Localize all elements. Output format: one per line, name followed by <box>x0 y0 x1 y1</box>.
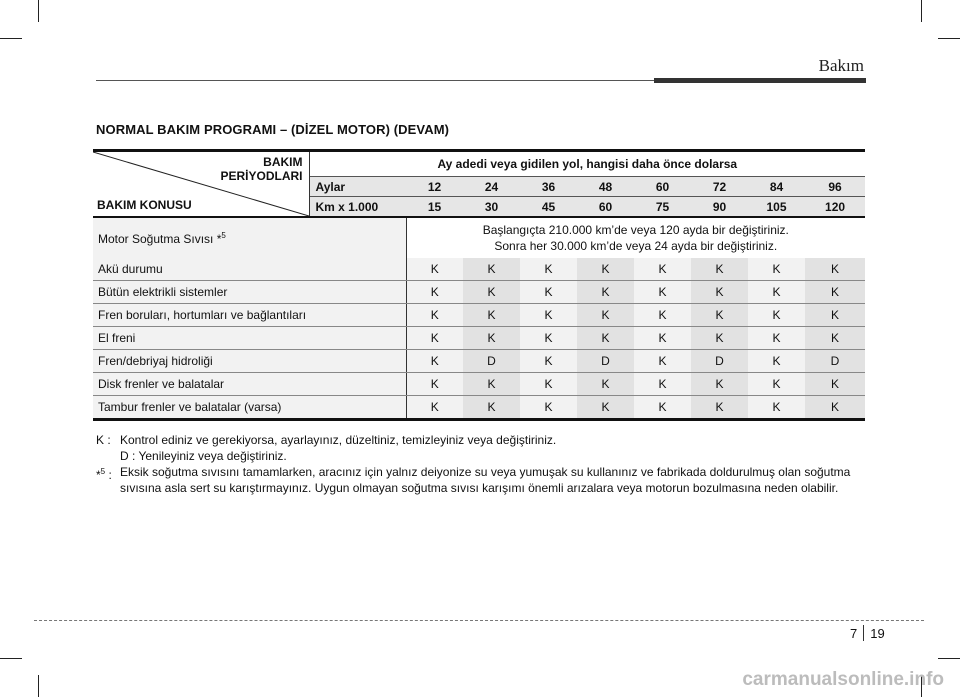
corner-periods-line2: PERİYODLARI <box>220 169 303 183</box>
action-cell: K <box>748 350 805 373</box>
action-cell: K <box>406 327 463 350</box>
action-cell: K <box>748 281 805 304</box>
action-cell: K <box>520 350 577 373</box>
action-cell: K <box>406 304 463 327</box>
crop-mark <box>0 38 22 39</box>
month-cell: 84 <box>748 177 805 197</box>
corner-subject-label: BAKIM KONUSU <box>97 198 192 212</box>
section-title: Bakım <box>818 56 864 75</box>
month-cell: 72 <box>691 177 748 197</box>
maintenance-table-wrap <box>93 149 865 421</box>
action-cell: K <box>463 373 520 396</box>
maintenance-item: Bütün elektrikli sistemler <box>93 281 406 304</box>
month-cell: 36 <box>520 177 577 197</box>
note-k <box>96 432 866 448</box>
action-cell: K <box>463 258 520 281</box>
table-corner-cell <box>93 151 309 218</box>
table-row <box>93 258 865 281</box>
crop-mark <box>938 658 960 659</box>
note-star <box>96 464 866 496</box>
action-cell: K <box>463 396 520 420</box>
action-cell: K <box>577 327 634 350</box>
coolant-item <box>93 217 406 259</box>
action-cell: D <box>805 350 865 373</box>
page-number-separator <box>863 625 864 641</box>
action-cell: K <box>691 396 748 420</box>
note-d <box>96 448 866 464</box>
page-number <box>850 625 885 641</box>
crop-mark <box>0 658 22 659</box>
table-row <box>93 396 865 420</box>
footer-dashed-rule <box>34 620 924 621</box>
action-cell: D <box>691 350 748 373</box>
action-cell: K <box>748 396 805 420</box>
maintenance-item: Fren boruları, hortumları ve bağlantıları <box>93 304 406 327</box>
table-row <box>93 304 865 327</box>
table-row <box>93 327 865 350</box>
km-label: Km x 1.000 <box>309 197 406 218</box>
action-cell: K <box>577 373 634 396</box>
page-number-value: 19 <box>870 626 885 641</box>
action-cell: K <box>520 304 577 327</box>
km-cell: 15 <box>406 197 463 218</box>
action-cell: K <box>406 281 463 304</box>
month-cell: 60 <box>634 177 691 197</box>
month-cell: 96 <box>805 177 865 197</box>
watermark: carmanualsonline.info <box>742 669 944 690</box>
action-cell: K <box>691 258 748 281</box>
corner-periods-label <box>220 155 302 183</box>
action-cell: K <box>691 281 748 304</box>
table-row <box>93 217 865 259</box>
coolant-interval-note <box>406 217 865 259</box>
action-cell: K <box>463 304 520 327</box>
page-heading: NORMAL BAKIM PROGRAMI – (DİZEL MOTOR) (DEVAM) <box>96 122 450 137</box>
coolant-note-line1: Başlangıçta 210.000 km’de veya 120 ayda bir değiştiriniz. <box>482 223 789 237</box>
crop-mark <box>38 0 39 22</box>
action-cell: K <box>463 281 520 304</box>
coolant-note-line2: Sonra her 30.000 km’de veya 24 ayda bir değiştiriniz. <box>494 239 778 253</box>
km-cell: 60 <box>577 197 634 218</box>
crop-mark <box>938 38 960 39</box>
action-cell: K <box>634 281 691 304</box>
interval-header: Ay adedi veya gidilen yol, hangisi daha önce dolarsa <box>309 151 865 177</box>
action-cell: K <box>406 373 463 396</box>
header-rule <box>96 80 654 81</box>
action-cell: K <box>634 396 691 420</box>
maintenance-table <box>93 149 865 259</box>
action-cell: K <box>406 396 463 420</box>
km-cell: 75 <box>634 197 691 218</box>
note-star-colon: : <box>105 468 112 482</box>
km-cell: 120 <box>805 197 865 218</box>
action-cell: K <box>577 304 634 327</box>
action-cell: K <box>748 258 805 281</box>
table-row <box>93 281 865 304</box>
action-cell: K <box>520 327 577 350</box>
chapter-number: 7 <box>850 626 858 641</box>
action-cell: K <box>520 258 577 281</box>
maintenance-item: El freni <box>93 327 406 350</box>
action-cell: D <box>577 350 634 373</box>
note-k-key: K : <box>96 433 111 447</box>
action-cell: D <box>463 350 520 373</box>
note-star-symbol: * <box>96 468 101 482</box>
km-cell: 90 <box>691 197 748 218</box>
action-cell: K <box>691 327 748 350</box>
action-cell: K <box>520 396 577 420</box>
maintenance-item: Tambur frenler ve balatalar (varsa) <box>93 396 406 420</box>
crop-mark <box>38 675 39 697</box>
months-label: Aylar <box>309 177 406 197</box>
note-star-text: Eksik soğutma sıvısını tamamlarken, aracınız için yalnız deiyonize su veya yumuşak su kullanınız ve fabrikada doldurulmuş olan soğutma sıvısına asla sert su karıştırmayınız. Uygun olmayan soğutma sıvısı karışımı önemli arızalara veya motorun bozulmasına neden olabilir. <box>120 465 851 495</box>
action-cell: K <box>634 304 691 327</box>
note-star-key <box>96 464 112 483</box>
maintenance-table-body <box>93 258 865 421</box>
action-cell: K <box>634 258 691 281</box>
action-cell: K <box>520 281 577 304</box>
action-cell: K <box>805 373 865 396</box>
note-k-text: Kontrol ediniz ve gerekiyorsa, ayarlayınız, düzeltiniz, temizleyiniz veya değiştiriniz. <box>120 433 557 447</box>
action-cell: K <box>406 258 463 281</box>
maintenance-item: Fren/debriyaj hidroliği <box>93 350 406 373</box>
action-cell: K <box>634 373 691 396</box>
table-row <box>93 373 865 396</box>
note-d-text: D : Yenileyiniz veya değiştiriniz. <box>120 449 287 463</box>
action-cell: K <box>691 373 748 396</box>
action-cell: K <box>748 373 805 396</box>
month-cell: 24 <box>463 177 520 197</box>
action-cell: K <box>805 327 865 350</box>
maintenance-item: Akü durumu <box>93 258 406 281</box>
action-cell: K <box>634 327 691 350</box>
action-cell: K <box>577 258 634 281</box>
coolant-footnote-ref: 5 <box>221 230 226 240</box>
km-cell: 30 <box>463 197 520 218</box>
action-cell: K <box>691 304 748 327</box>
note-star-sup: 5 <box>100 467 106 476</box>
km-cell: 105 <box>748 197 805 218</box>
table-row <box>93 350 865 373</box>
action-cell: K <box>805 258 865 281</box>
action-cell: K <box>463 327 520 350</box>
action-cell: K <box>634 350 691 373</box>
corner-periods-line1: BAKIM <box>263 155 303 169</box>
month-cell: 48 <box>577 177 634 197</box>
action-cell: K <box>748 304 805 327</box>
action-cell: K <box>577 396 634 420</box>
action-cell: K <box>406 350 463 373</box>
action-cell: K <box>520 373 577 396</box>
coolant-item-label: Motor Soğutma Sıvısı * <box>98 231 222 246</box>
month-cell: 12 <box>406 177 463 197</box>
crop-mark <box>921 0 922 22</box>
action-cell: K <box>748 327 805 350</box>
maintenance-item: Disk frenler ve balatalar <box>93 373 406 396</box>
action-cell: K <box>577 281 634 304</box>
action-cell: K <box>805 304 865 327</box>
footnotes <box>96 432 866 496</box>
action-cell: K <box>805 396 865 420</box>
header-rule-accent <box>654 78 866 83</box>
km-cell: 45 <box>520 197 577 218</box>
action-cell: K <box>805 281 865 304</box>
